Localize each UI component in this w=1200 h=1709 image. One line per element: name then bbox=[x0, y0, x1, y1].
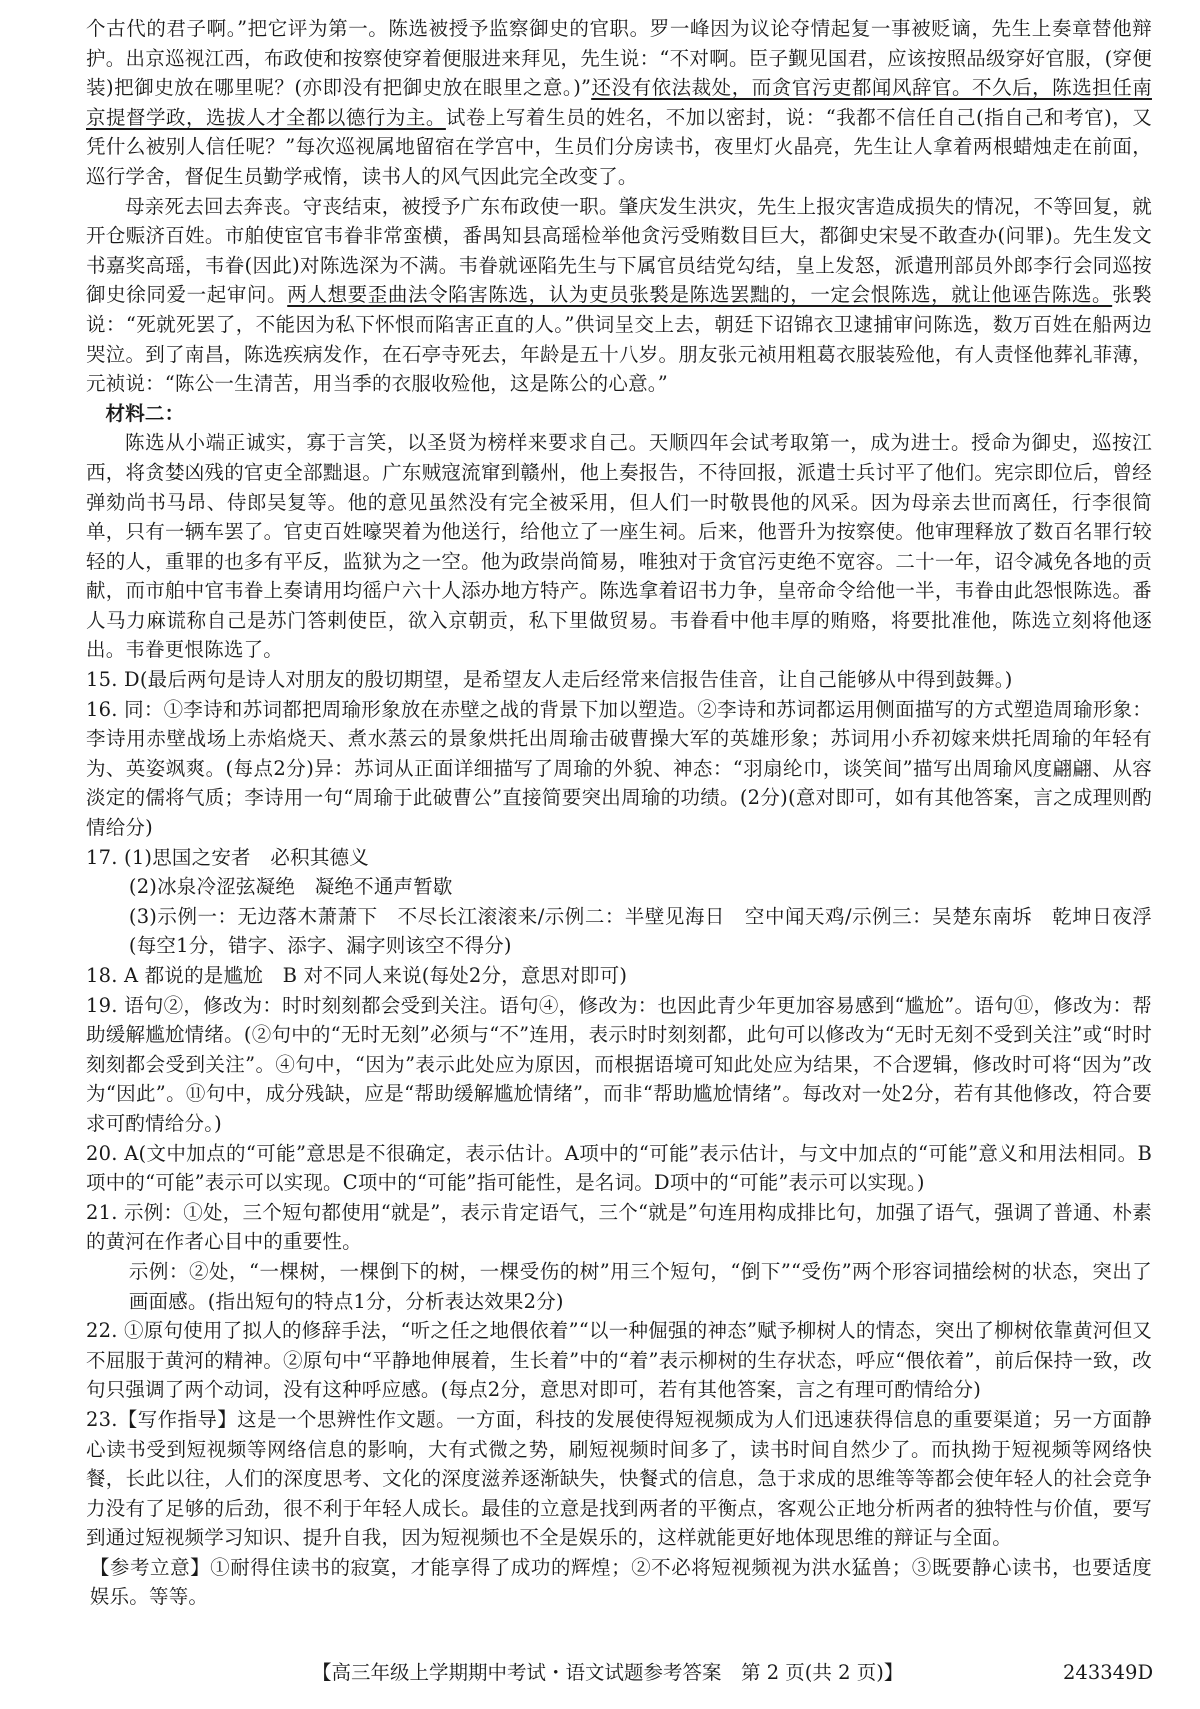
answer-content bbox=[86, 14, 1152, 1612]
material2-heading: 材料二： bbox=[105, 401, 185, 425]
text-span: 试卷上写着生员的姓名，不加以密封，说：“我都不信任自己(指自己和考官)，又凭什么被别人信任呢？”每次巡视属地留宿在学宫中，生员们分房读书，夜里灯火晶亮，先生让人拿着两根蜡烛走在前面，巡行学舍，督促生员勤学戒惰，读书人的风气因此完全改变了。 bbox=[86, 105, 1152, 188]
underlined-sentence: 还没有依法裁处，而贪官污吏都闻风辞官。不久后，陈选担任南京提督学政，选拔人才全都以德行为主。 bbox=[86, 76, 1152, 129]
answer-17-2: (2)冰泉冷涩弦凝绝 凝绝不通声暂歇 bbox=[128, 875, 453, 899]
answer-17-1: 17. (1)思国之安者 必积其德义 bbox=[86, 845, 369, 869]
footer-code: 243349D bbox=[1063, 1661, 1154, 1684]
answer-20: 20. A(文中加点的“可能”意思是不很确定，表示估计。A项中的“可能”表示估计，与文中加点的“可能”意义和用法相同。B项中的“可能”表示可以实现。C项中的“可能”指可能性，是名词。D项中的“可能”表示可以实现。) bbox=[86, 1141, 1152, 1195]
answer-23b: 【参考立意】①耐得住读书的寂寞，才能享得了成功的辉煌；②不必将短视频视为洪水猛兽；③既要静心读书，也要适度娱乐。等等。 bbox=[89, 1555, 1152, 1609]
answer-16: 16. 同：①李诗和苏词都把周瑜形象放在赤壁之战的背景下加以塑造。②李诗和苏词都运用侧面描写的方式塑造周瑜形象：李诗用赤壁战场上赤焰烧天、煮水蒸云的景象烘托出周瑜击破曹操大军的英雄形象；苏词用小乔初嫁来烘托周瑜的年轻有为、英姿飒爽。(每点2分)异：苏词从正面详细描写了周瑜的外貌、神态：“羽扇纶巾，谈笑间”描写出周瑜风度翩翩、从容淡定的儒将气质；李诗用一句“周瑜于此破曹公”直接简要突出周瑜的功绩。(2分)(意对即可，如有其他答案，言之成理则酌情给分) bbox=[86, 697, 1152, 840]
answer-15: 15. D(最后两句是诗人对朋友的殷切期望，是希望友人走后经常来信报告佳音，让自己能够从中得到鼓舞。) bbox=[86, 668, 1013, 692]
material2-paragraph: 陈选从小端正诚实，寡于言笑，以圣贤为榜样来要求自己。天顺四年会试考取第一，成为进士。授命为御史，巡按江西，将贪婪凶残的官吏全部黜退。广东贼寇流窜到赣州，他上奏报告，不待回报，派遣士兵讨平了他们。宪宗即位后，曾经弹劾尚书马昂、侍郎吴复等。他的意见虽然没有完全被采用，但人们一时敬畏他的风采。因为母亲去世而离任，行李很简单，只有一辆车罢了。官吏百姓嚎哭着为他送行，给他立了一座生祠。后来，他晋升为按察使。他审理释放了数百名罪行较轻的人，重罪的也多有平反，监狱为之一空。他为政崇尚简易，唯独对于贪官污吏绝不宽容。二十一年，诏令减免各地的贡献，而市舶中官韦眷上奏请用均徭户六十人添办地方特产。陈选拿着诏书力争，皇帝命令给他一半，韦眷由此怨恨陈选。番人马力麻谎称自己是苏门答剌使臣，欲入京朝贡，私下里做贸易。韦眷看中他丰厚的贿赂，将要批准他，陈选立刻将他逐出。韦眷更恨陈选了。 bbox=[86, 431, 1152, 662]
footer-title: 【高三年级上学期期中考试・语文试题参考答案 第 2 页(共 2 页)】 bbox=[312, 1661, 904, 1684]
answer-18: 18. A 都说的是尴尬 B 对不同人来说(每处2分，意思对即可) bbox=[86, 964, 628, 987]
underlined-sentence: 两人想要歪曲法令陷害陈选，认为吏员张褧是陈选罢黜的，一定会恨陈选，就让他诬告陈选。 bbox=[287, 283, 1113, 307]
answer-17-3: (3)示例一：无边落木萧萧下 不尽长江滚滚来/示例二：半壁见海日 空中闻天鸡/示例三：吴楚东南坼 乾坤日夜浮(每空1分，错字、添字、漏字则该空不得分) bbox=[128, 904, 1152, 958]
text-span: 张褧说：“死就死罢了，不能因为私下怀恨而陷害正直的人。”供词呈交上去，朝廷下诏锦衣卫逮捕审问陈选，数万百姓在船两边哭泣。到了南昌，陈选疾病发作，在石亭寺死去，年龄是五十八岁。朋友张元祯用粗葛衣服装殓他，有人责怪他葬礼菲薄，元祯说：“陈公一生清苦，用当季的衣服收殓他，这是陈公的心意。” bbox=[86, 283, 1152, 396]
text-span: 个古代的君子啊。”把它评为第一。陈选被授予监察御史的官职。罗一峰因为议论夺情起复一事被贬谪，先生上奏章替他辩护。出京巡视江西，布政使和按察使穿着便服进来拜见，先生说：“不对啊。臣子觐见国君，应该按照品级穿好官服，(穿便装)把御史放在哪里呢？(亦即没有把御史放在眼里之意。)” bbox=[86, 17, 1152, 100]
answer-19: 19. 语句②，修改为：时时刻刻都会受到关注。语句④，修改为：也因此青少年更加容易感到“尴尬”。语句⑪，修改为：帮助缓解尴尬情绪。(②句中的“无时无刻”必须与“不”连用，表示时时刻刻都，此句可以修改为“无时无刻不受到关注”或“时时刻刻都会受到关注”。④句中，“因为”表示此处应为原因，而根据语境可知此处应为结果，不合逻辑，修改时可将“因为”改为“因此”。⑪句中，成分残缺，应是“帮助缓解尴尬情绪”，而非“帮助尴尬情绪”。每改对一处2分，若有其他修改，符合要求可酌情给分。) bbox=[86, 993, 1152, 1135]
answer-21b: 示例：②处，“一棵树，一棵倒下的树，一棵受伤的树”用三个短句，“倒下”“受伤”两个形容词描绘树的状态，突出了画面感。(指出短句的特点1分，分析表达效果2分) bbox=[128, 1259, 1152, 1313]
answer-22: 22. ①原句使用了拟人的修辞手法，“听之任之地偎依着”“以一种倔强的神态”赋予柳树人的情态，突出了柳树依靠黄河但又不屈服于黄河的精神。②原句中“平静地伸展着，生长着”中的“着”表示柳树的生存状态，呼应“偎依着”，前后保持一致，改句只强调了两个动词，没有这种呼应感。(每点2分，意思对即可，若有其他答案，言之有理可酌情给分) bbox=[86, 1319, 1152, 1402]
answer-23a: 23.【写作指导】这是一个思辨性作文题。一方面，科技的发展使得短视频成为人们迅速获得信息的重要渠道；另一方面静心读书受到短视频等网络信息的影响，大有式微之势，刷短视频时间多了，读书时间自然少了。而执拗于短视频等网络快餐，长此以往，人们的深度思考、文化的深度滋养逐渐缺失，快餐式的信息，急于求成的思维等等都会使年轻人的社会竞争力没有了足够的后劲，很不利于年轻人成长。最佳的立意是找到两者的平衡点，客观公正地分析两者的独特性与价值，要写到通过短视频学习知识、提升自我，因为短视频也不全是娱乐的，这样就能更好地体现思维的辩证与全面。 bbox=[86, 1407, 1152, 1550]
material1-paragraph-2 bbox=[86, 192, 1152, 399]
answer-21a: 21. 示例：①处，三个短句都使用“就是”，表示肯定语气，三个“就是”句连用构成排比句，加强了语气，强调了普通、朴素的黄河在作者心目中的重要性。 bbox=[86, 1200, 1152, 1254]
text-span: 母亲死去回去奔丧。守丧结束，被授予广东布政使一职。肇庆发生洪灾，先生上报灾害造成损失的情况，不等回复，就开仓赈济百姓。市舶使宦官韦眷非常蛮横，番禺知县高瑶检举他贪污受贿数目巨大，都御史宋旻不敢查办(问罪)。先生发文书嘉奖高瑶，韦眷(因此)对陈选深为不满。韦眷就诬陷先生与下属官员结党勾结，皇上发怒，派遣刑部员外郎李行会同巡按御史徐同爱一起审问。 bbox=[86, 194, 1152, 307]
material1-paragraph-1 bbox=[86, 14, 1152, 192]
